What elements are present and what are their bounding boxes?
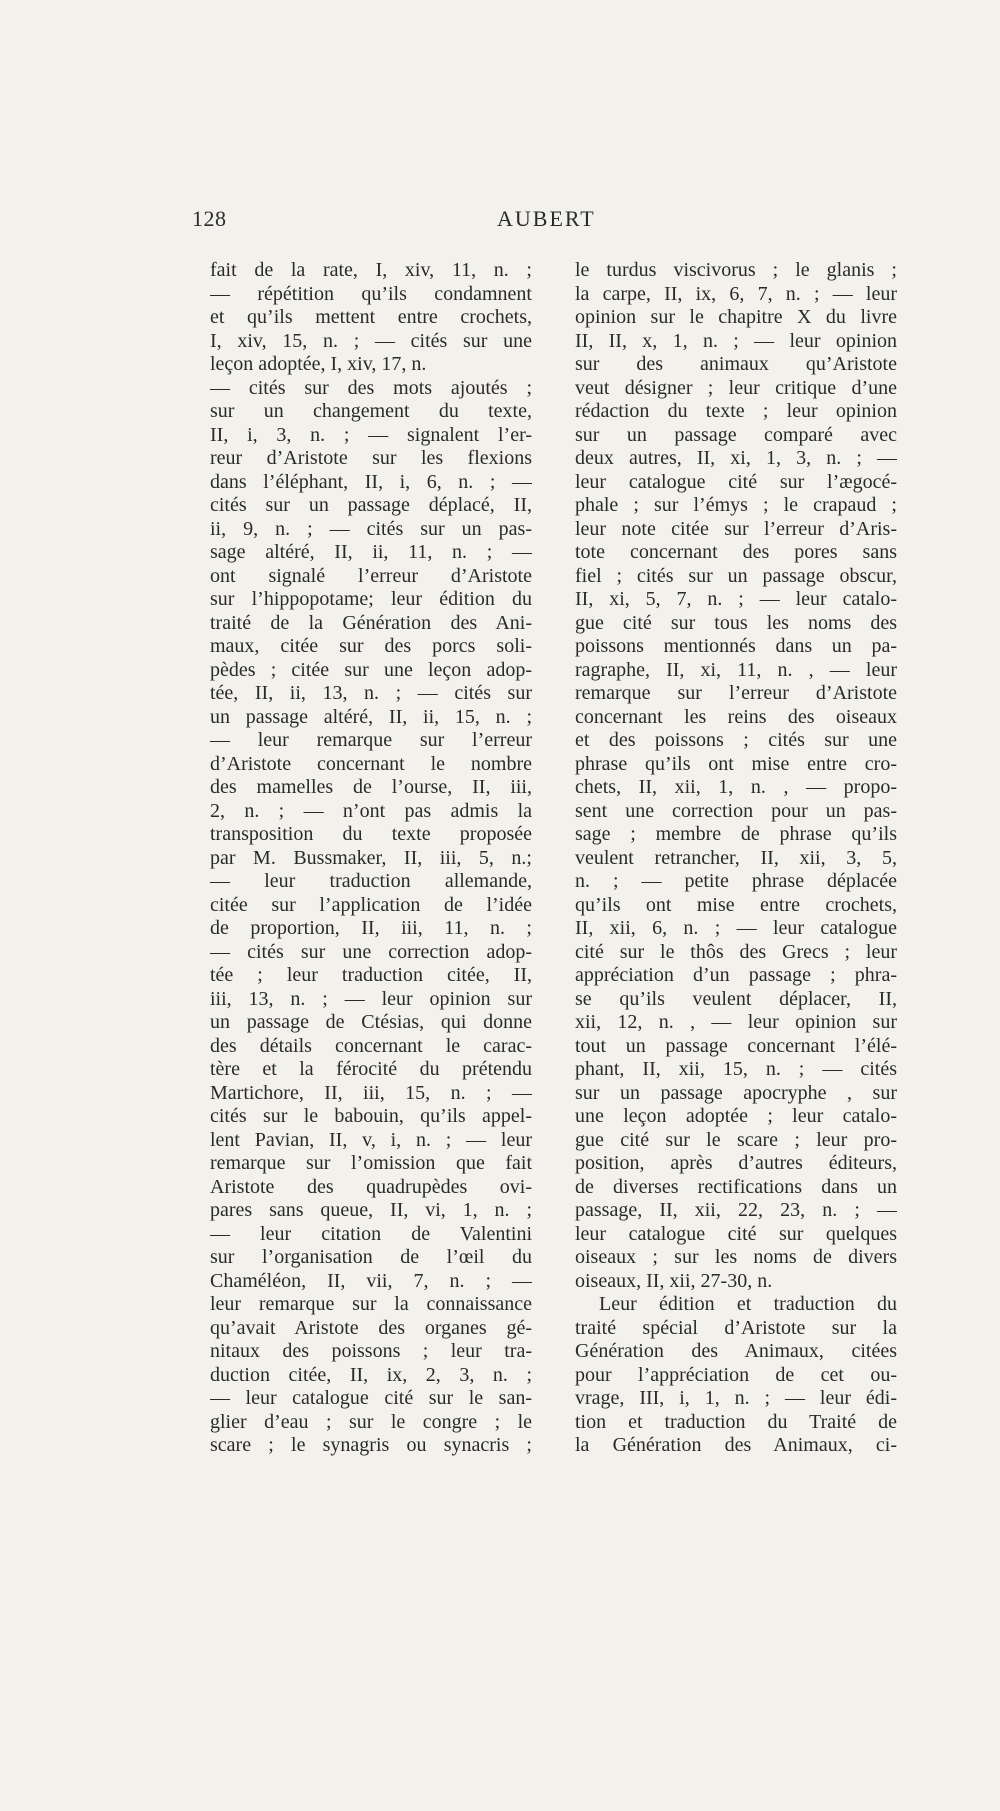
text-line: appréciation d’un passage ; phra- (575, 964, 897, 986)
text-line: tée, II, ii, 13, n. ; — cités sur (210, 682, 532, 704)
text-line: — cités sur des mots ajoutés ; (210, 376, 532, 399)
text-line: lent Pavian, II, v, i, n. ; — leur (210, 1128, 532, 1151)
text-line: 2, n. ; — n’ont pas admis la (210, 799, 532, 822)
text-line: leur note citée sur l’erreur d’Aris- (575, 517, 897, 540)
text-line: vrage, III, i, 1, n. ; — leur édi- (575, 1387, 897, 1409)
text-line: sage altéré, II, ii, 11, n. ; — (210, 541, 532, 563)
text-line: n. ; — petite phrase déplacée (575, 870, 897, 892)
text-line: traité de la Génération des Ani- (210, 611, 532, 634)
text-line: chets, II, xii, 1, n. , — propo- (575, 776, 897, 798)
text-line: — répétition qu’ils condamnent (210, 282, 532, 305)
text-line: sage ; membre de phrase qu’ils (575, 823, 897, 845)
text-line: de proportion, II, iii, 11, n. ; (210, 917, 532, 939)
text-line: phrase qu’ils ont mise entre cro- (575, 752, 897, 775)
text-line: oiseaux ; sur les noms de divers (575, 1246, 897, 1268)
text-line: phant, II, xii, 15, n. ; — cités (575, 1058, 897, 1080)
text-line: transposition du texte proposée (210, 823, 532, 845)
text-line: II, xii, 6, n. ; — leur catalogue (575, 917, 897, 939)
text-line: II, xi, 5, 7, n. ; — leur catalo- (575, 588, 897, 610)
text-line: par M. Bussmaker, II, iii, 5, n.; (210, 846, 532, 869)
text-line: tère et la férocité du prétendu (210, 1058, 532, 1080)
text-line: glier d’eau ; sur le congre ; le (210, 1410, 532, 1433)
text-line: Leur édition et traduction du (599, 1293, 897, 1315)
text-line: tout un passage concernant l’élé- (575, 1034, 897, 1057)
text-line: d’Aristote concernant le nombre (210, 752, 532, 775)
text-line: la carpe, II, ix, 6, 7, n. ; — leur (575, 282, 897, 305)
text-line: qu’avait Aristote des organes gé- (210, 1316, 532, 1339)
text-line: passage, II, xii, 22, 23, n. ; — (575, 1199, 897, 1221)
text-line: rédaction du texte ; leur opinion (575, 400, 897, 422)
text-line: citée sur l’application de l’idée (210, 893, 532, 916)
page-number: 128 (192, 206, 227, 231)
text-line: cités sur un passage déplacé, II, (210, 494, 532, 516)
text-line: deux autres, II, xi, 1, 3, n. ; — (575, 447, 897, 469)
text-line: nitaux des poissons ; leur tra- (210, 1340, 532, 1362)
text-line: — leur traduction allemande, (210, 870, 532, 892)
text-line: un passage altéré, II, ii, 15, n. ; (210, 705, 532, 728)
text-line: scare ; le synagris ou synacris ; (210, 1434, 532, 1456)
text-line: la Génération des Animaux, ci- (575, 1434, 897, 1456)
text-line: sur un passage comparé avec (575, 423, 897, 446)
text-line: sur l’hippopotame; leur édition du (210, 588, 532, 610)
text-line: pèdes ; citée sur une leçon adop- (210, 658, 532, 681)
text-line: leur catalogue cité sur l’ægocé- (575, 470, 897, 493)
text-line: II, II, x, 1, n. ; — leur opinion (575, 329, 897, 352)
text-line: sur un passage apocryphe , sur (575, 1081, 897, 1104)
text-line: — leur remarque sur l’erreur (210, 729, 532, 751)
text-line: I, xiv, 15, n. ; — cités sur une (210, 329, 532, 352)
text-line: Chaméléon, II, vii, 7, n. ; — (210, 1269, 532, 1292)
text-line: II, i, 3, n. ; — signalent l’er- (210, 423, 532, 446)
text-line: qu’ils ont mise entre crochets, (575, 893, 897, 916)
text-line: cité sur le thôs des Grecs ; leur (575, 940, 897, 963)
text-line: ii, 9, n. ; — cités sur un pas- (210, 517, 532, 540)
text-line: traité spécial d’Aristote sur la (575, 1316, 897, 1339)
text-line: duction citée, II, ix, 2, 3, n. ; (210, 1363, 532, 1386)
text-line: sur l’organisation de l’œil du (210, 1246, 532, 1268)
right-column (575, 259, 897, 1458)
text-line: des mamelles de l’ourse, II, iii, (210, 776, 532, 798)
running-head: AUBERT (497, 206, 596, 231)
text-line: un passage de Ctésias, qui donne (210, 1011, 532, 1033)
left-column (210, 259, 532, 1458)
text-line: phale ; sur l’émys ; le crapaud ; (575, 494, 897, 516)
text-line: opinion sur le chapitre X du livre (575, 306, 897, 328)
text-line: reur d’Aristote sur les flexions (210, 447, 532, 469)
text-line: position, après d’autres éditeurs, (575, 1152, 897, 1174)
text-line: tote concernant des pores sans (575, 541, 897, 563)
text-line: — leur citation de Valentini (210, 1222, 532, 1245)
text-line: et qu’ils mettent entre crochets, (210, 306, 532, 328)
text-line: cités sur le babouin, qu’ils appel- (210, 1105, 532, 1127)
text-line: Aristote des quadrupèdes ovi- (210, 1175, 532, 1198)
text-line: Martichore, II, iii, 15, n. ; — (210, 1081, 532, 1104)
text-line: une leçon adoptée ; leur catalo- (575, 1105, 897, 1127)
text-line: oiseaux, II, xii, 27-30, n. (575, 1269, 773, 1292)
text-line: fait de la rate, I, xiv, 11, n. ; (210, 259, 532, 281)
text-line: gue cité sur le scare ; leur pro- (575, 1128, 897, 1151)
text-line: sur des animaux qu’Aristote (575, 353, 897, 375)
text-line: veulent retrancher, II, xii, 3, 5, (575, 846, 897, 869)
text-line: — leur catalogue cité sur le san- (210, 1387, 532, 1409)
text-line: veut désigner ; leur critique d’une (575, 376, 897, 399)
text-line: des détails concernant le carac- (210, 1034, 532, 1057)
text-line: le turdus viscivorus ; le glanis ; (575, 259, 897, 281)
text-line: remarque sur l’erreur d’Aristote (575, 682, 897, 704)
text-line: fiel ; cités sur un passage obscur, (575, 564, 897, 587)
text-line: dans l’éléphant, II, i, 6, n. ; — (210, 470, 532, 493)
text-line: poissons mentionnés dans un pa- (575, 635, 897, 657)
text-line: pares sans queue, II, vi, 1, n. ; (210, 1199, 532, 1221)
text-line: tion et traduction du Traité de (575, 1410, 897, 1433)
text-line: et des poissons ; cités sur une (575, 729, 897, 751)
text-line: ont signalé l’erreur d’Aristote (210, 564, 532, 587)
text-line: gue cité sur tous les noms des (575, 611, 897, 634)
text-line: pour l’appréciation de cet ou- (575, 1363, 897, 1386)
text-line: tée ; leur traduction citée, II, (210, 964, 532, 986)
text-line: maux, citée sur des porcs soli- (210, 635, 532, 657)
text-line: Génération des Animaux, citées (575, 1340, 897, 1362)
text-line: leur catalogue cité sur quelques (575, 1222, 897, 1245)
text-line: ragraphe, II, xi, 11, n. , — leur (575, 658, 897, 681)
text-line: — cités sur une correction adop- (210, 940, 532, 963)
text-line: concernant les reins des oiseaux (575, 705, 897, 728)
text-line: se qu’ils veulent déplacer, II, (575, 987, 897, 1010)
text-line: de diverses rectifications dans un (575, 1175, 897, 1198)
text-line: leur remarque sur la connaissance (210, 1293, 532, 1315)
text-line: xii, 12, n. , — leur opinion sur (575, 1011, 897, 1033)
text-line: sent une correction pour un pas- (575, 799, 897, 822)
text-line: remarque sur l’omission que fait (210, 1152, 532, 1174)
text-line: leçon adoptée, I, xiv, 17, n. (210, 353, 427, 375)
text-line: sur un changement du texte, (210, 400, 532, 422)
text-line: iii, 13, n. ; — leur opinion sur (210, 987, 532, 1010)
